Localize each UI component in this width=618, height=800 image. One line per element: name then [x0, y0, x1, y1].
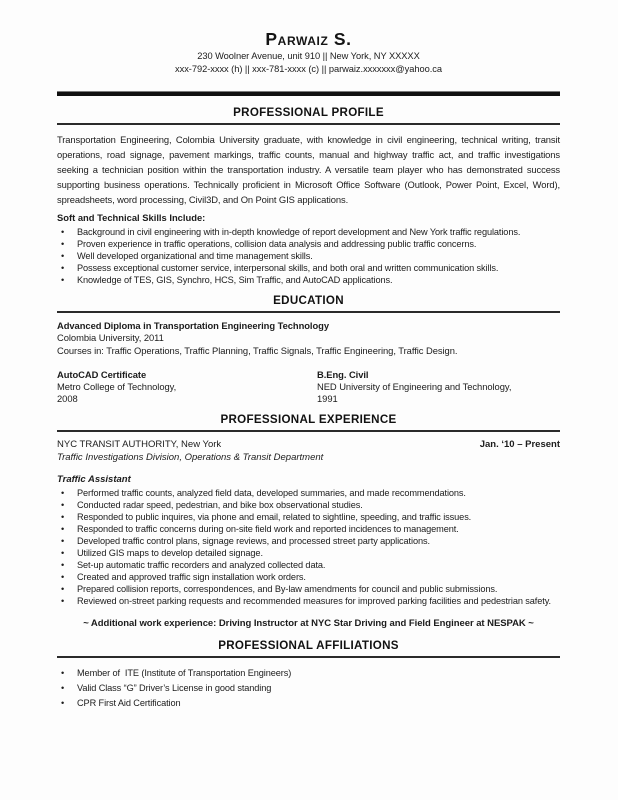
employer-name: NYC TRANSIT AUTHORITY, New York [57, 439, 222, 450]
employer-row [57, 439, 560, 452]
skills-list [57, 226, 560, 286]
certificate-autocad [57, 369, 317, 405]
address-line: 230 Woolner Avenue, unit 910 || New York, NY XXXXX [197, 51, 420, 61]
section-professional-affiliations [57, 639, 560, 711]
skill-list-item: • Well developed organizational and time management skills. [57, 250, 560, 262]
profile-summary-paragraph: Transportation Engineering, Colombia University graduate, with knowledge in civil engineering, technical writing, transit operations, road signage, pavement markings, traffic counts, manual and highway traffic act, and traffic investigations seeking a technician position within the transportation industry. A versatile team player who has demonstrated success supporting business operations. Technically proficient in Microsoft Office Software (Outlook, Power Point, Excel, Word), spreadsheets, word processing, Civil3D, and On Point GIS applications. [57, 134, 560, 205]
duty-list-item: • Responded to traffic concerns during on-site field work and reported incidences to management. [57, 523, 560, 535]
certificate-school: NED University of Engineering and Technology, [317, 381, 512, 392]
skill-list-item: • Proven experience in traffic operations, collision data analysis and addressing public traffic concerns. [57, 238, 560, 250]
employment-dates: Jan. ‘10 – Present [479, 439, 560, 450]
diploma-degree: Advanced Diploma in Transportation Engineering Technology [57, 319, 330, 331]
employer-division: Traffic Investigations Division, Operations & Transit Department [57, 451, 324, 463]
skill-list-item: • Possess exceptional customer service, interpersonal skills, and both oral and written communication skills. [57, 262, 560, 274]
section-professional-profile [57, 106, 560, 286]
resume-header [57, 29, 560, 76]
certificate-school: Metro College of Technology, [57, 381, 177, 392]
duty-list-item: • Set-up automatic traffic recorders and analyzed collected data. [57, 559, 560, 571]
diploma-courses: Courses in: Traffic Operations, Traffic Planning, Traffic Signals, Traffic Engineering, Traffic Design. [57, 344, 458, 356]
duty-list-item: • Created and approved traffic sign installation work orders. [57, 571, 560, 583]
section-professional-experience [57, 413, 560, 630]
diploma-block [57, 320, 560, 358]
section-title-professional-experience: PROFESSIONAL EXPERIENCE [57, 413, 560, 432]
duty-list-item: • Utilized GIS maps to develop detailed signage. [57, 547, 560, 559]
certificate-title: B.Eng. Civil [317, 369, 369, 380]
header-divider-rule [57, 91, 560, 96]
certificate-year: 2008 [57, 393, 78, 404]
additional-experience-note: ~ Additional work experience: Driving Instructor at NYC Star Driving and Field Engineer at NESPAK ~ [83, 618, 534, 629]
experience-duties-list [57, 487, 560, 607]
duty-list-item: • Conducted radar speed, pedestrian, and bike box observational studies. [57, 499, 560, 511]
section-education [57, 294, 560, 406]
duty-list-item: • Responded to public inquires, via phone and email, related to sightline, speeding, and traffic issues. [57, 511, 560, 523]
section-title-professional-affiliations: PROFESSIONAL AFFILIATIONS [57, 639, 560, 658]
affiliation-list-item: • Member of ITE (Institute of Transportation Engineers) [57, 666, 560, 681]
duty-list-item: • Performed traffic counts, analyzed field data, developed summaries, and made recommendations. [57, 487, 560, 499]
certificate-title: AutoCAD Certificate [57, 369, 147, 380]
section-title-professional-profile: PROFESSIONAL PROFILE [57, 106, 560, 125]
certificates-columns [57, 369, 560, 405]
skill-list-item: • Background in civil engineering with in-depth knowledge of report development and New York traffic regulations. [57, 226, 560, 238]
duty-list-item: • Prepared collision reports, correspondences, and By-law amendments for council and public submissions. [57, 583, 560, 595]
job-title: Traffic Assistant [57, 474, 131, 485]
affiliation-list-item: • Valid Class “G” Driver’s License in good standing [57, 681, 560, 696]
contact-line: xxx-792-xxxx (h) || xxx-781-xxxx (c) || parwaiz.xxxxxxx@yahoo.ca [175, 64, 442, 74]
skills-heading: Soft and Technical Skills Include: [57, 212, 206, 223]
certificate-year: 1991 [317, 393, 338, 404]
duty-list-item: • Reviewed on-street parking requests and recommended measures for improved parking facilities and pedestrian safety. [57, 595, 560, 607]
diploma-school-year: Colombia University, 2011 [57, 332, 164, 343]
skill-list-item: • Knowledge of TES, GIS, Synchro, HCS, Sim Traffic, and AutoCAD applications. [57, 274, 560, 286]
affiliations-list [57, 666, 560, 711]
section-title-education: EDUCATION [57, 294, 560, 313]
candidate-name: Parwaiz S. [265, 29, 352, 49]
duty-list-item: • Developed traffic control plans, signage reviews, and processed street party applications. [57, 535, 560, 547]
certificate-beng-civil [317, 369, 560, 405]
affiliation-list-item: • CPR First Aid Certification [57, 696, 560, 711]
